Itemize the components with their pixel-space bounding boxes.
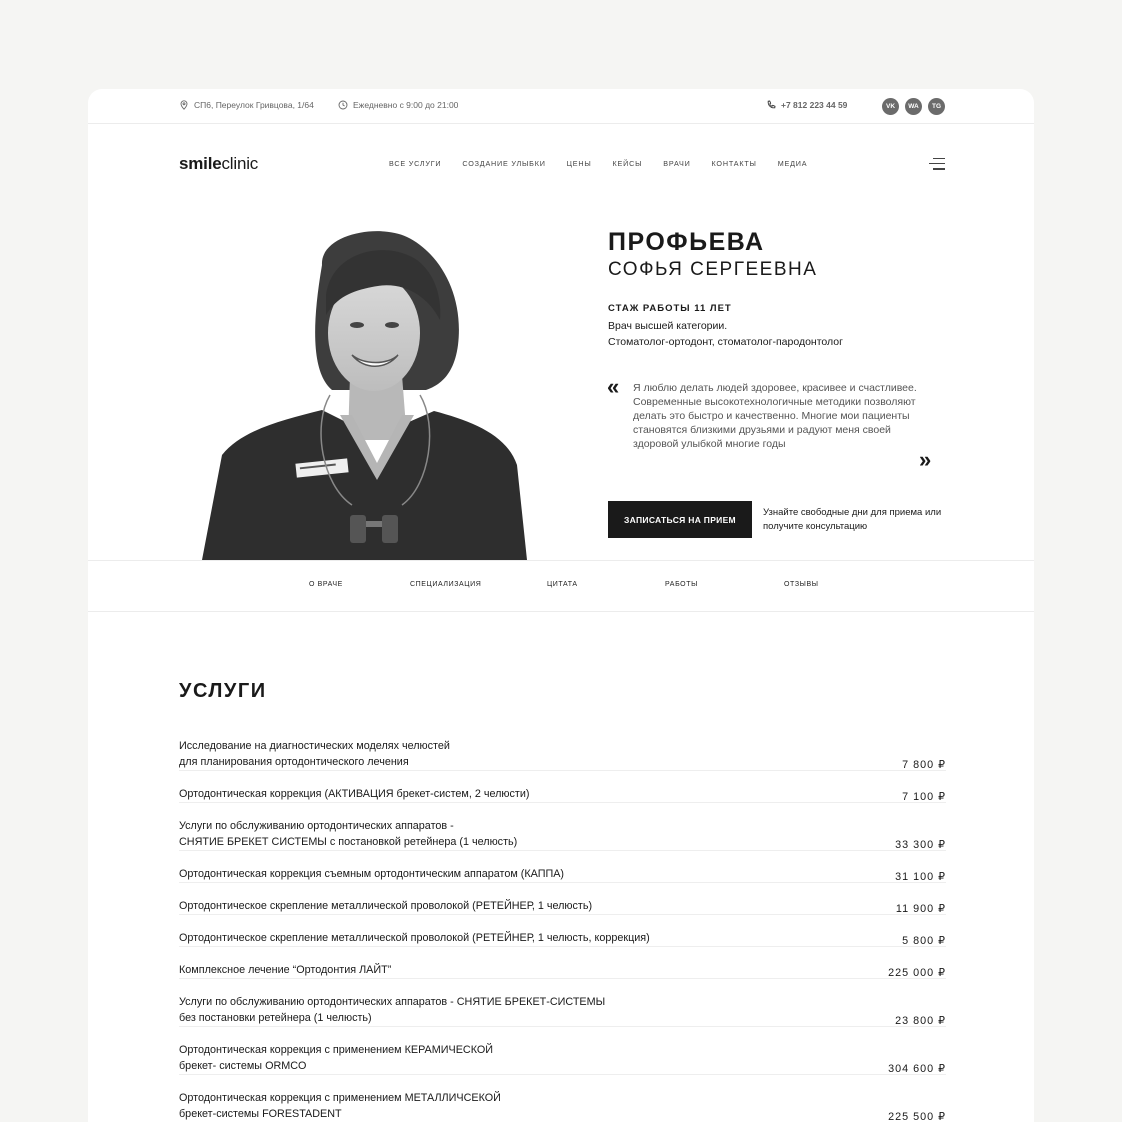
service-name (179, 962, 779, 978)
service-row[interactable] (179, 866, 946, 883)
service-name (179, 930, 779, 946)
service-price: 5 800 ₽ (902, 935, 946, 947)
service-price: 23 800 ₽ (895, 1015, 946, 1027)
nav-media[interactable]: МЕДИА (777, 159, 808, 168)
doctor-given-name: СОФЬЯ СЕРГЕЕВНА (608, 259, 818, 280)
doctor-quote: Я люблю делать людей здоровее, красивее и счастливее. Современные высокотехнологичные методики позволяют делать это быстро и качественно. Многие мои пациенты становятся близкими друзьями и радуют меня своей здоровой улыбкой многие годы (633, 382, 917, 450)
subnav-quote[interactable]: ЦИТАТА (547, 581, 578, 588)
service-price: 33 300 ₽ (895, 839, 946, 851)
service-name (179, 994, 779, 1026)
service-row[interactable] (179, 930, 946, 947)
service-name-line: СНЯТИЕ БРЕКЕТ СИСТЕМЫ с постановкой ретейнера (1 челюсть) (179, 836, 518, 848)
subnav-reviews[interactable]: ОТЗЫВЫ (784, 581, 819, 588)
doctor-portrait (202, 225, 527, 560)
location-pin-icon (179, 100, 189, 110)
service-name-line: брекет- системы ORMCO (179, 1060, 307, 1072)
nav-prices[interactable]: ЦЕНЫ (566, 159, 592, 168)
menu-icon[interactable] (929, 158, 945, 174)
address-text: СП6, Переулок Гривцова, 1/64 (194, 100, 314, 110)
service-name (179, 1090, 779, 1122)
clock-icon (338, 100, 348, 110)
service-name (179, 898, 779, 914)
doctor-surname: ПРОФЬЕВА (608, 228, 765, 256)
whatsapp-icon[interactable]: WA (905, 98, 922, 115)
phone-link[interactable] (766, 100, 847, 110)
service-row[interactable] (179, 1042, 946, 1075)
service-price: 304 600 ₽ (888, 1063, 946, 1075)
opening-hours-text: Ежедневно с 9:00 до 21:00 (353, 100, 459, 110)
nav-cases[interactable]: КЕЙСЫ (612, 159, 643, 168)
subnav-specialization[interactable]: СПЕЦИАЛИЗАЦИЯ (410, 581, 482, 588)
service-name-line: для планирования ортодонтического лечения (179, 756, 409, 768)
service-name-line: Ортодонтическая коррекция (АКТИВАЦИЯ брекет-систем, 2 челюсти) (179, 788, 530, 800)
service-name (179, 1042, 779, 1074)
phone-number: +7 812 223 44 59 (781, 100, 848, 110)
service-price: 31 100 ₽ (895, 871, 946, 883)
doctor-specialty: Стоматолог-ортодонт, стоматолог-пародонтолог (608, 336, 843, 348)
service-name-line: Ортодонтическая коррекция с применением МЕТАЛЛИЧСЕКОЙ (179, 1092, 501, 1104)
services-list (179, 738, 946, 1122)
quote-close-icon: » (919, 447, 932, 472)
main-nav (389, 159, 807, 168)
logo[interactable] (179, 154, 258, 174)
services-title: УСЛУГИ (179, 680, 267, 702)
page-card (88, 89, 1034, 1122)
service-name-line: Услуги по обслуживанию ортодонтических аппаратов - СНЯТИЕ БРЕКЕТ-СИСТЕМЫ (179, 996, 606, 1008)
vk-icon[interactable]: VK (882, 98, 899, 115)
telegram-icon[interactable]: TG (928, 98, 945, 115)
service-name-line: Ортодонтическое скрепление металлической проволокой (РЕТЕЙНЕР, 1 челюсть) (179, 900, 593, 912)
doctor-category: Врач высшей категории. (608, 320, 728, 332)
top-bar (88, 89, 1034, 124)
doctor-subnav (88, 560, 1034, 612)
service-price: 225 500 ₽ (888, 1111, 946, 1122)
service-row[interactable] (179, 962, 946, 979)
service-row[interactable] (179, 1090, 946, 1122)
nav-smile-creation[interactable]: СОЗДАНИЕ УЛЫБКИ (462, 159, 546, 168)
service-name-line: Услуги по обслуживанию ортодонтических аппаратов - (179, 820, 454, 832)
service-name-line: без постановки ретейнера (1 челюсть) (179, 1012, 372, 1024)
social-links (882, 98, 945, 115)
subnav-about[interactable]: О ВРАЧЕ (309, 581, 343, 588)
subnav-works[interactable]: РАБОТЫ (665, 581, 698, 588)
nav-contacts[interactable]: КОНТАКТЫ (711, 159, 757, 168)
service-price: 11 900 ₽ (895, 903, 946, 915)
address[interactable] (179, 100, 314, 110)
service-price: 7 100 ₽ (902, 791, 946, 803)
logo-regular: clinic (221, 154, 259, 173)
service-name (179, 786, 779, 802)
service-name-line: Исследование на диагностических моделях челюстей (179, 740, 450, 752)
service-row[interactable] (179, 994, 946, 1027)
service-name (179, 818, 779, 850)
service-row[interactable] (179, 786, 946, 803)
logo-bold: smile (179, 154, 222, 173)
service-name-line: Ортодонтическое скрепление металлической проволокой (РЕТЕЙНЕР, 1 челюсть, коррекция) (179, 932, 650, 944)
service-name (179, 738, 779, 770)
service-price: 7 800 ₽ (902, 759, 946, 771)
service-row[interactable] (179, 818, 946, 851)
service-name-line: Комплексное лечение “Ортодонтия ЛАЙТ” (179, 964, 392, 976)
service-name (179, 866, 779, 882)
quote-open-icon: « (607, 374, 620, 399)
service-price: 225 000 ₽ (888, 967, 946, 979)
service-name-line: Ортодонтическая коррекция с применением КЕРАМИЧЕСКОЙ (179, 1044, 494, 1056)
service-name-line: брекет-системы FORESTADENT (179, 1108, 342, 1120)
experience: СТАЖ РАБОТЫ 11 ЛЕТ (608, 303, 732, 314)
phone-icon (766, 100, 776, 110)
nav-doctors[interactable]: ВРАЧИ (663, 159, 691, 168)
service-name-line: Ортодонтическая коррекция съемным ортодонтическим аппаратом (КАППА) (179, 868, 565, 880)
opening-hours (338, 100, 458, 110)
cta-note: Узнайте свободные дни для приема или получите консультацию (763, 507, 942, 532)
book-appointment-button[interactable]: ЗАПИСАТЬСЯ НА ПРИЕМ (608, 501, 752, 538)
nav-all-services[interactable]: ВСЕ УСЛУГИ (389, 159, 442, 168)
service-row[interactable] (179, 898, 946, 915)
service-row[interactable] (179, 738, 946, 771)
